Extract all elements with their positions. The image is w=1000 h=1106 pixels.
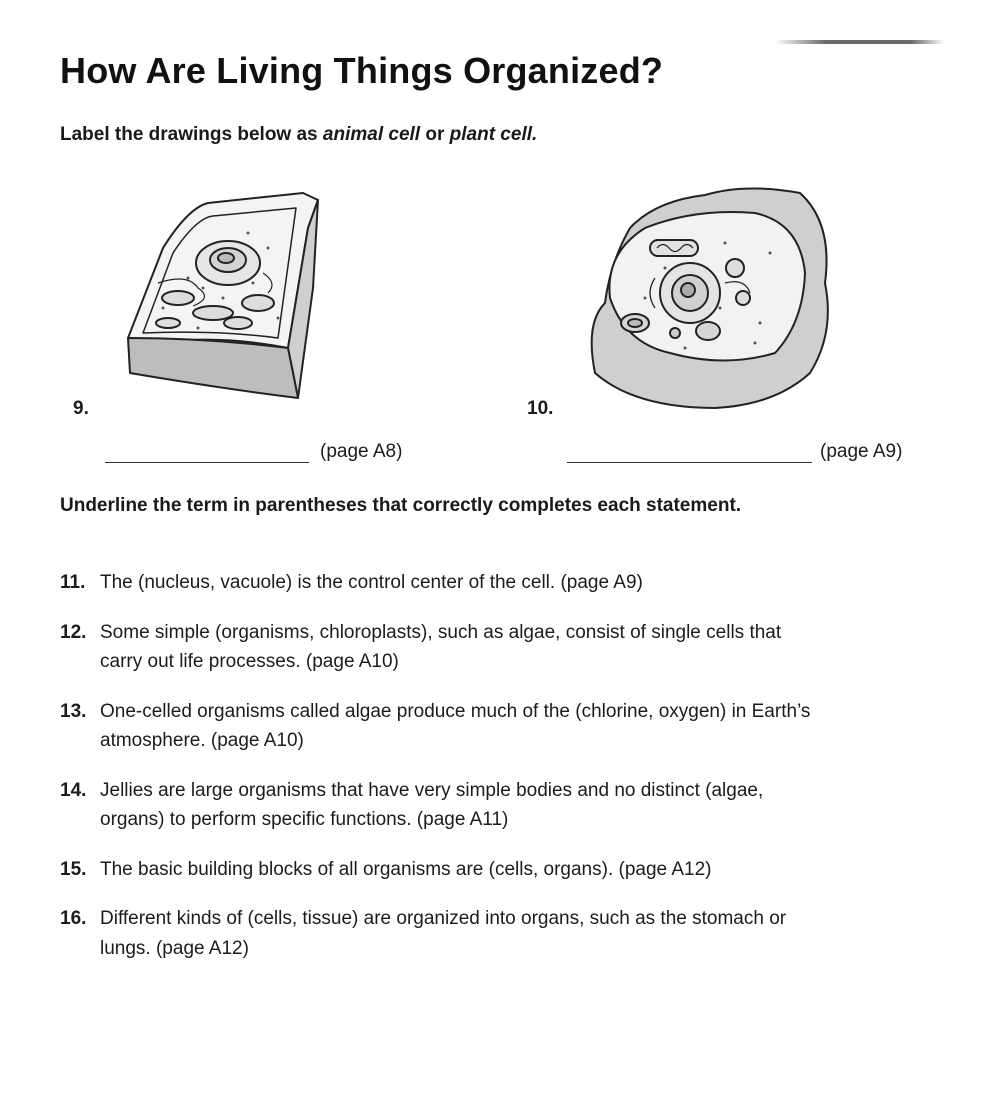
label-instruction <box>60 124 537 146</box>
question-number: 14. <box>60 779 87 801</box>
question-list <box>60 568 820 983</box>
question-number: 12. <box>60 621 87 643</box>
label-instruction-prefix: Label the drawings below as <box>60 124 323 145</box>
animal-cell-drawing <box>575 183 837 415</box>
question-text: Different kinds of (cells, tissue) are organized into organs, such as the stomach or lungs. (page A12) <box>100 908 787 959</box>
question-text: Some simple (organisms, chloroplasts), such as algae, consist of single cells that carry out life processes. (page A10) <box>100 621 782 672</box>
question-item <box>60 904 820 963</box>
underline-instruction: Underline the term in parentheses that correctly completes each statement. <box>60 495 742 516</box>
label-term-animal-cell: animal cell <box>322 124 421 145</box>
question-item <box>60 697 820 756</box>
question-number: 16. <box>60 908 87 929</box>
decorative-rule <box>775 40 945 44</box>
answer-line-9[interactable] <box>105 462 309 463</box>
label-instruction-or: or <box>420 124 450 145</box>
question-item <box>60 618 820 677</box>
question-text: The (nucleus, vacuole) is the control center of the cell. (page A9) <box>100 572 643 593</box>
question-item <box>60 855 820 885</box>
answer-line-10[interactable] <box>567 462 812 463</box>
question-number: 15. <box>60 858 87 880</box>
question-text: One-celled organisms called algae produce much of the (chlorine, oxygen) in Earth’s atmosphere. (page A10) <box>100 700 811 751</box>
question-item <box>60 776 820 835</box>
page-ref-10: (page A9) <box>820 441 903 462</box>
page-title: How Are Living Things Organized? <box>60 50 664 91</box>
drawing-10-number: 10. <box>527 398 554 419</box>
plant-cell-drawing <box>118 188 323 403</box>
page-ref-9: (page A8) <box>320 441 403 462</box>
question-item <box>60 568 820 598</box>
question-text: The basic building blocks of all organisms are (cells, organs). (page A12) <box>100 858 712 880</box>
drawing-9-number: 9. <box>73 398 89 419</box>
question-number: 11. <box>60 572 86 593</box>
question-text: Jellies are large organisms that have very simple bodies and no distinct (algae, organs) to perform specific functions. (page A11) <box>100 779 764 830</box>
label-term-plant-cell: plant cell. <box>449 124 538 145</box>
question-number: 13. <box>60 700 87 722</box>
